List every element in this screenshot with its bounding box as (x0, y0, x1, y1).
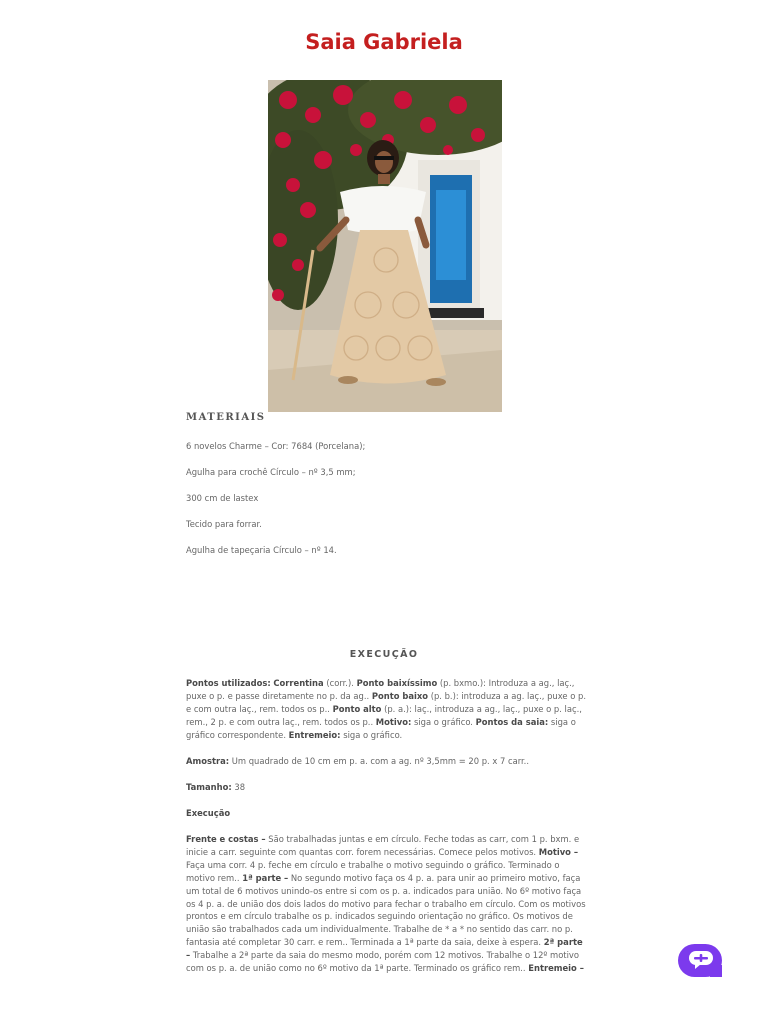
page-title: Saia Gabriela (305, 30, 463, 54)
material-item: 300 cm de lastex (186, 493, 259, 503)
material-item: Agulha de tapeçaria Círculo – nº 14. (186, 545, 337, 555)
gauge-paragraph: Amostra: Um quadrado de 10 cm em p. a. com a ag. nº 3,5mm = 20 p. x 7 carr.. (186, 756, 530, 766)
execution-heading: EXECUÇÃO (349, 649, 419, 660)
material-item: Agulha para crochê Círculo – nº 3,5 mm; (186, 467, 356, 477)
front-back-paragraph: Frente e costas – São trabalhadas juntas e em círculo. Feche todas as carr, com 1 p. bxm. e inicie a carr. seguinte com quantas corr. forem necessárias. Comece pelos motivos. Motivo – Faça uma corr. 4 p. feche em círculo e trabalhe o motivo seguindo o gráfico. Terminado o motivo rem.. 1ª parte – No segundo motivo faça os 4 p. a. para unir ao primeiro motivo, faça um total de 6 motivos unindo-os entre si com os p. a. indicados para união. No 6º motivo faça os 4 p. a. de união dos dois lados do motivo para fechar o trabalho em círculo. Com os motivos prontos e em círculo trabalhe os p. indicados seguindo orientação no gráfico. Os motivos de união são trabalhados cada um individualmente. Trabalhe de * a * no sentido das carr. no p. fantasia até completar 30 carr. e rem.. Terminada a 1ª parte da saia, deixe à espera. 2ª parte – Trabalhe a 2ª parte da saia do mesmo modo, porém com 12 motivos. Trabalhe o 12º motivo com os p. a. de união como no 6º motivo da 1ª parte. Terminado os gráfico rem.. Entremeio – (186, 834, 586, 974)
chat-bubble-icon (689, 951, 713, 969)
execution-subheading: Execução (186, 808, 231, 818)
product-photo (268, 80, 502, 412)
material-item: 6 novelos Charme – Cor: 7684 (Porcelana); (186, 441, 366, 451)
chat-button[interactable] (678, 944, 722, 977)
materials-heading: MATERIAIS (186, 412, 266, 423)
size-paragraph: Tamanho: 38 (186, 782, 246, 792)
material-item: Tecido para forrar. (186, 519, 262, 529)
stitches-paragraph: Pontos utilizados: Correntina (corr.). Ponto baixíssimo (p. bxmo.): Introduza a ag., laç., puxe o p. e passe diretamente no p. da ag.. Ponto baixo (p. b.): introduza a ag. laç., puxe o p. e com outra laç., rem. todos os p.. Ponto alto (p. a.): laç., introduza a ag., laç., puxe o p. laç., rem., 2 p. e com outra laç., rem. todos os p.. Motivo: siga o gráfico. Pontos da saia: siga o gráfico correspondente. Entremeio: siga o gráfico. (186, 678, 586, 740)
